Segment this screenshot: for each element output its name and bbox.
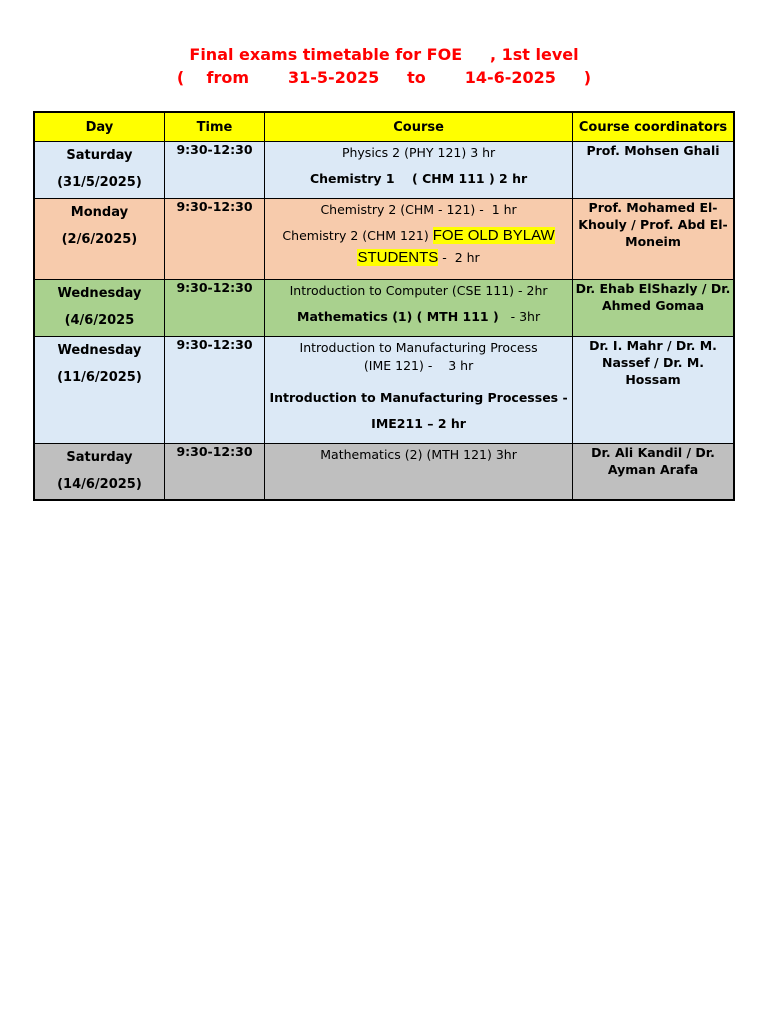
- time-cell: 9:30-12:30: [164, 142, 264, 199]
- coordinators-cell: Dr. I. Mahr / Dr. M. Nassef / Dr. M. Hossam: [573, 337, 734, 444]
- table-row: [34, 199, 734, 280]
- day-cell: [34, 280, 164, 337]
- table-row: [34, 337, 734, 444]
- column-header-coordinators: Course coordinators: [573, 112, 734, 142]
- course-line: [265, 227, 572, 245]
- page-title-line1: Final exams timetable for FOE , 1st level: [189, 45, 579, 64]
- timetable: [33, 111, 735, 501]
- page-title-line2: ( from 31-5-2025 to 14-6-2025 ): [176, 68, 592, 87]
- course-line: IME211 – 2 hr: [371, 416, 466, 431]
- column-header-time: Time: [164, 112, 264, 142]
- day-date: (11/6/2025): [57, 370, 142, 385]
- day-name: Monday: [70, 205, 129, 220]
- course-line-text: - 3hr: [498, 309, 541, 324]
- day-date: (14/6/2025): [57, 477, 142, 492]
- day-name: Saturday: [66, 148, 133, 163]
- day-date: (4/6/2025: [64, 313, 135, 328]
- time-cell: 9:30-12:30: [164, 280, 264, 337]
- day-name: Wednesday: [57, 286, 142, 301]
- course-line: Physics 2 (PHY 121) 3 hr: [341, 145, 496, 160]
- day-cell: [34, 444, 164, 501]
- course-line-text: Mathematics (1) ( MTH 111 ): [297, 309, 499, 324]
- table-row: [34, 280, 734, 337]
- time-cell: 9:30-12:30: [164, 199, 264, 280]
- course-line: Chemistry 1 ( CHM 111 ) 2 hr: [309, 171, 528, 186]
- course-line-text: - 2 hr: [438, 250, 480, 265]
- table-header-row: [34, 112, 734, 142]
- course-line-text: Chemistry 2 (CHM 121): [282, 228, 433, 243]
- course-line: Mathematics (2) (MTH 121) 3hr: [320, 447, 517, 462]
- course-line: [265, 308, 572, 326]
- course-line: Chemistry 2 (CHM - 121) - 1 hr: [320, 202, 517, 217]
- course-cell: [265, 142, 573, 199]
- coordinators-cell: Dr. Ali Kandil / Dr. Ayman Arafa: [573, 444, 734, 501]
- course-cell: [265, 337, 573, 444]
- column-header-day: Day: [34, 112, 164, 142]
- time-cell: 9:30-12:30: [164, 337, 264, 444]
- table-row: [34, 142, 734, 199]
- coordinators-cell: Prof. Mohamed El-Khouly / Prof. Abd El-Moneim: [573, 199, 734, 280]
- course-cell: [265, 280, 573, 337]
- course-line: Introduction to Manufacturing Processes -: [269, 390, 568, 405]
- course-line: Introduction to Computer (CSE 111) - 2hr: [289, 283, 548, 298]
- course-cell: [265, 444, 573, 501]
- course-cell: [265, 199, 573, 280]
- day-name: Wednesday: [57, 343, 142, 358]
- column-header-course: Course: [265, 112, 573, 142]
- highlighted-note: FOE OLD BYLAW: [432, 227, 555, 244]
- time-cell: 9:30-12:30: [164, 444, 264, 501]
- day-date: (2/6/2025): [61, 232, 138, 247]
- day-cell: [34, 199, 164, 280]
- coordinators-cell: Prof. Mohsen Ghali: [573, 142, 734, 199]
- day-name: Saturday: [66, 450, 133, 465]
- day-cell: [34, 142, 164, 199]
- day-date: (31/5/2025): [57, 175, 142, 190]
- course-line: [265, 249, 572, 267]
- table-row: [34, 444, 734, 501]
- coordinators-cell: Dr. Ehab ElShazly / Dr. Ahmed Gomaa: [573, 280, 734, 337]
- course-line: Introduction to Manufacturing Process (IME 121) - 3 hr: [299, 340, 542, 373]
- day-cell: [34, 337, 164, 444]
- highlighted-note: STUDENTS: [357, 249, 439, 266]
